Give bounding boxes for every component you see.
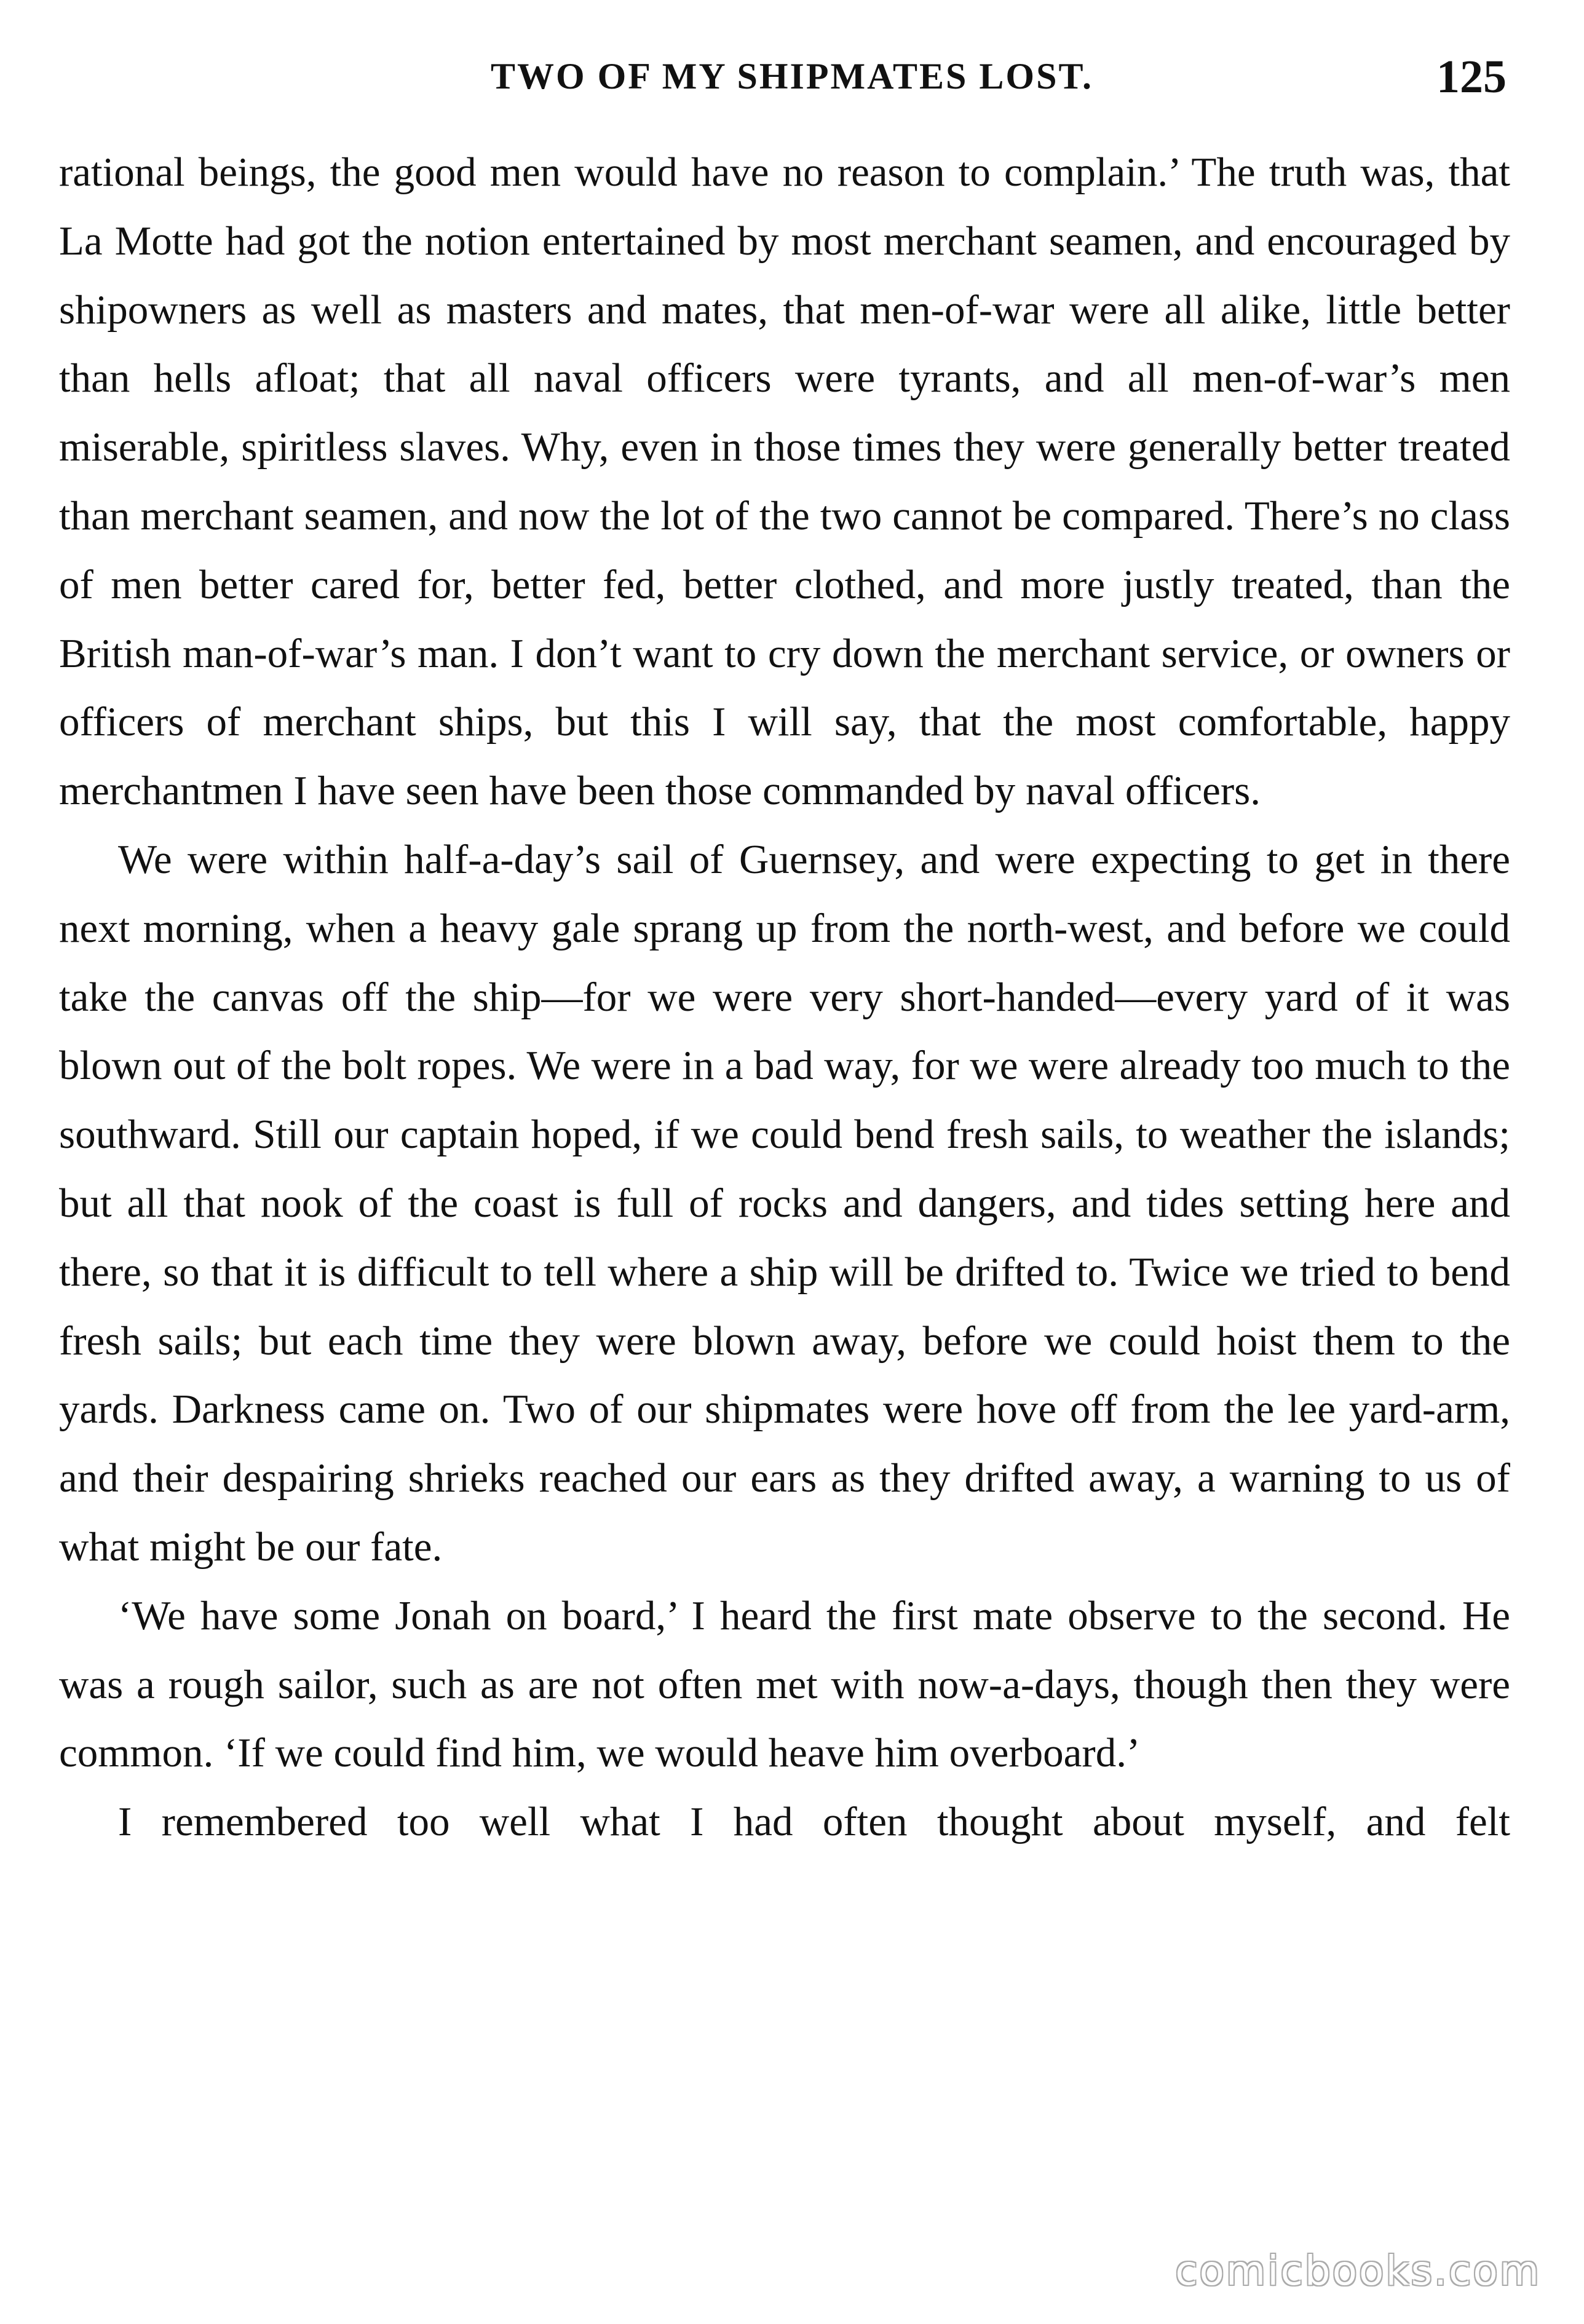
paragraph-jonah: ‘We have some Jonah on board,’ I heard the first mate observe to the second. He was a rough sailor, such as are not often met with now-a-days, though then they were common. ‘If we could find him, we would heave him overboard.’ xyxy=(59,1592,1510,1776)
watermark: comicbooks.com xyxy=(1175,2247,1541,2294)
running-title: TWO OF MY SHIPMATES LOST. xyxy=(490,56,1094,97)
body-text xyxy=(59,138,1510,1857)
paragraph-continued: rational beings, the good men would have no reason to complain.’ The truth was, that La Motte had got the notion entertained by most merchant seamen, and encouraged by shipowners as well as masters and mates, that men-of-war were all alike, little better than hells afloat; that all naval officers were tyrants, and all men-of-war’s men miserable, spiritless slaves. Why, even in those times they were generally better treated than merchant seamen, and now the lot of the two cannot be compared. There’s no class of men better cared for, better fed, better clothed, and more justly treated, than the British man-of-war’s man. I don’t want to cry down the merchant service, or owners or officers of merchant ships, but this I will say, that the most comfortable, happy merchantmen I have seen have been those commanded by naval officers. xyxy=(59,149,1510,814)
paragraph-guernsey-gale: We were within half-a-day’s sail of Guernsey, and were expecting to get in there next morning, when a heavy gale sprang up from the north-west, and before we could take the canvas off the ship—for we were very short-handed—every yard of it was blown out of the bolt ropes. We were in a bad way, for we were already too much to the southward. Still our captain hoped, if we could bend fresh sails, to weather the islands; but all that nook of the coast is full of rocks and dangers, and tides setting here and there, so that it is difficult to tell where a ship will be drifted to. Twice we tried to bend fresh sails; but each time they were blown away, before we could hoist them to the yards. Darkness came on. Two of our shipmates were hove off from the lee yard-arm, and their despairing shrieks reached our ears as they drifted away, a warning to us of what might be our fate. xyxy=(59,836,1510,1570)
paragraph-remembered: I remembered too well what I had often thought about myself, and felt xyxy=(118,1799,1510,1845)
page-number: 125 xyxy=(1436,51,1507,103)
running-header xyxy=(59,51,1525,123)
